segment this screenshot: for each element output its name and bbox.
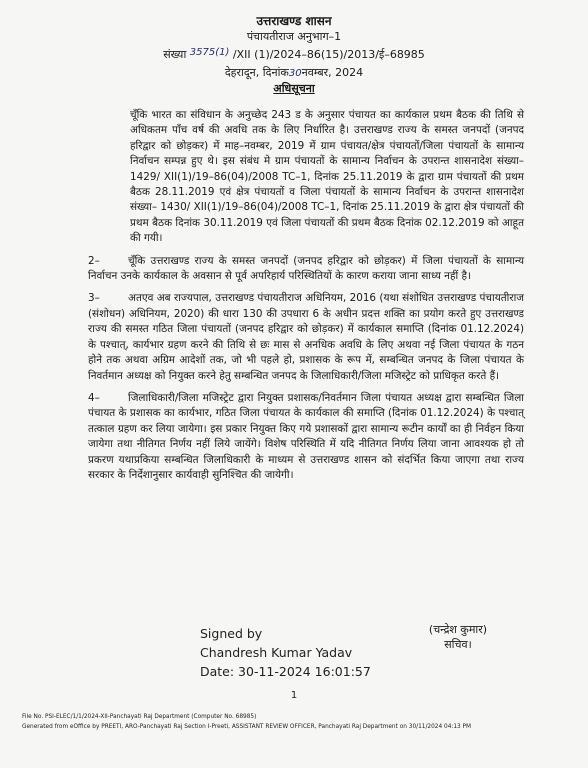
footer-file-number: File No. PSI-ELEC/1/1/2024-XII-Panchayati Raj Department (Computer No. 68985) bbox=[22, 714, 257, 720]
department-heading: पंचायतीराज अनुभाग–1 bbox=[246, 30, 342, 43]
ref-rest: /XII (1)/2024–86(15)/2013/ई–68985 bbox=[232, 48, 425, 61]
paragraph-2 bbox=[88, 254, 524, 285]
signatory-block bbox=[398, 622, 518, 652]
footer-generated-info: Generated from eOffice by PREETI, ARO-Panchayati Raj Section I-Preeti, ASSISTANT REVIEW OFFICER, Panchayati Raj Department on 30/11/2024 04:13 PM bbox=[22, 724, 472, 730]
place-date bbox=[0, 66, 588, 81]
reference-number bbox=[0, 46, 588, 62]
document-title: अधिसूचना bbox=[273, 82, 315, 95]
paragraph-number: 2– bbox=[88, 254, 100, 267]
paragraph-text: जिलाधिकारी/जिला मजिस्ट्रेट द्वारा नियुक्त प्रशासक/निवर्तमान जिला पंचायत अध्यक्ष द्वारा सम्बन्धित जिला पंचायत के प्रशासक का कार्यभार, गठित जिला पंचायत के कार्यकाल की समाप्ति (दिनांक 01.12.2024) के पश्चात् तत्काल ग्रहण कर लिया जायेगा। इस प्रकार नियुक्त किए गये प्रशासकों द्वारा सामान्य रूटीन कार्यों का ही निर्वहन किया जायेगा तथा नीतिगत निर्णय नहीं लिये जायेंगे। विशेष परिस्थिति में यदि नीतिगत निर्णय लिया जाना आवश्यक हो तो प्रकरण यथाप्रकिया सम्बन्धित जिलाधिकारी के माध्यम से उत्तराखण्ड शासन को संदर्भित किया जाएगा तथा राज्य सरकार के निर्देशानुसार कार्यवाही सुनिश्चित की जायेगी। bbox=[88, 391, 524, 481]
ref-prefix: संख्या bbox=[163, 48, 187, 61]
page-number: 1 bbox=[290, 690, 298, 701]
paragraph-text: चूँकि उत्तराखण्ड राज्य के समस्त जनपदों (जनपद हरिद्वार को छोड़कर) में जिला पंचायतों के सामान्य निर्वाचन उनके कार्यकाल के अवसान से पूर्व अपरिहार्य परिस्थितियों के कारण कराया जाना साध्य नहीं है। bbox=[88, 254, 524, 283]
signature-date: Date: 30-11-2024 16:01:57 bbox=[200, 664, 371, 679]
date-handwritten: 30 bbox=[288, 68, 302, 79]
ref-handwritten: 3575(1) bbox=[189, 47, 230, 58]
signatory-designation: सचिव। bbox=[444, 638, 472, 651]
notification-body bbox=[88, 108, 524, 490]
signed-by-label: Signed by bbox=[200, 626, 263, 641]
paragraph-3 bbox=[88, 291, 524, 383]
govt-heading: उत्तराखण्ड शासन bbox=[256, 14, 332, 28]
place-suffix: नवम्बर, 2024 bbox=[301, 66, 364, 79]
digital-signature bbox=[200, 624, 400, 681]
paragraph-number: 4– bbox=[88, 391, 100, 404]
paragraph-1 bbox=[88, 108, 524, 247]
paragraph-4 bbox=[88, 391, 524, 483]
place-prefix: देहरादून, दिनांक bbox=[224, 66, 289, 79]
paragraph-text: अतएव अब राज्यपाल, उत्तराखण्ड पंचायतीराज अधिनियम, 2016 (यथा संशोधित उत्तराखण्ड पंचायतीराज (संशोधन) अधिनियम, 2020) की धारा 130 की उपधारा 6 के अधीन प्रदत्त शक्ति का प्रयोग करते हुए उत्तराखण्ड राज्य की समस्त गठित जिला पंचायतों (जनपद हरिद्वार को छोड़कर) में कार्यकाल समाप्ति (दिनांक 01.12.2024) के पश्चात्, कार्यभार ग्रहण करने की तिथि से छः मास से अनधिक अवधि के लिए अथवा नई जिला पंचायत के गठन होने तक अथवा अग्रिम आदेशों तक, जो भी पहले हो, प्रशासक के रूप में, सम्बन्धित जनपद के जिला पंचायत के निवर्तमान अध्यक्ष को नियुक्त करने हेतु सम्बन्धित जनपद के जिलाधिकारी/जिला मजिस्ट्रेट को प्राधिकृत करते हैं। bbox=[88, 292, 524, 382]
paragraph-number: 3– bbox=[88, 292, 100, 305]
paragraph-text: चूँकि भारत का संविधान के अनुच्छेद 243 ड के अनुसार पंचायत का कार्यकाल प्रथम बैठक की तिथि से अधिकतम पाँच वर्ष की अवधि तक के लिए निर्धारित है। उत्तराखण्ड राज्य के समस्त जनपदों (जनपद हरिद्वार को छोड़कर) में माह–नवम्बर, 2019 में ग्राम पंचायत/क्षेत्र पंचायतों/जिला पंचायतों के सामान्य निर्वाचन सम्पन्न हुए थे। इस संबंध मे ग्राम पंचायतों के सामान्य निर्वाचन के उपरान्त शासनादेश संख्या–1429/ XII(1)/19–86(04)/2008 TC–1, दिनांक 25.11.2019 के द्वारा ग्राम पंचायतों की प्रथम बैठक 28.11.2019 एवं क्षेत्र पंचायतों व जिला पंचायतों के सामान्य निर्वाचन के उपरान्त शासनादेश संख्या– 1430/ XII(1)/19–86(04)/2008 TC–1, दिनांक 25.11.2019 के द्वारा क्षेत्र पंचायतों की प्रथम बैठक दिनांक 30.11.2019 एवं जिला पंचायतों की प्रथम बैठक दिनांक 02.12.2019 को आहूत की गयी। bbox=[130, 109, 524, 245]
signer-name: Chandresh Kumar Yadav bbox=[200, 645, 353, 660]
signatory-name: (चन्द्रेश कुमार) bbox=[428, 623, 488, 636]
